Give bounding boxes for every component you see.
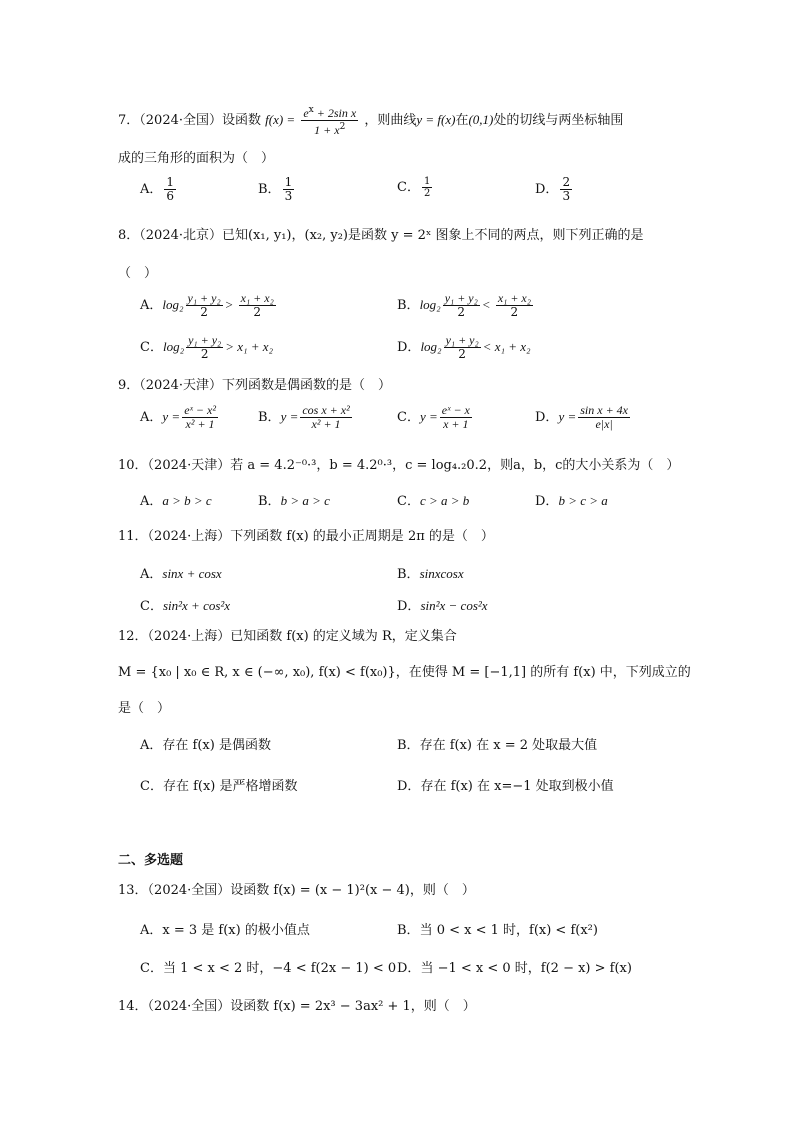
q7-option-c: C． $\frac{1}{2}$ xyxy=(397,176,431,199)
q12-option-a: A．存在 f(x) 是偶函数 xyxy=(140,738,271,753)
q7-option-d: D． $\frac{2}{3}$ xyxy=(535,175,571,203)
q9-option-a: A．y = $\frac{\text{eˣ − x²}}{\text{x² + 1}}$ xyxy=(140,403,216,431)
question-12-line1: 12．（2024·上海）已知函数 f(x) 的定义域为 R，定义集合 xyxy=(118,629,457,644)
q7-option-b: B． $\frac{1}{3}$ xyxy=(258,175,293,203)
question-13-line1: 13．（2024·全国）设函数 f(x) = (x − 1)²(x − 4)，则（ ） xyxy=(118,883,475,898)
q13-option-a: A．x = 3 是 f(x) 的极小值点 xyxy=(140,923,310,938)
q12-option-c: C．存在 f(x) 是严格增函数 xyxy=(140,779,298,794)
q10-option-b: B．b > a > c xyxy=(258,493,330,509)
question-8-line1: 8．（2024·北京）已知(x₁, y₁)，(x₂, y₂)是函数 y = 2ˣ 图象上不同的两点，则下列正确的是 xyxy=(118,228,644,243)
q13-option-d: D．当 −1 < x < 0 时，f(2 − x) > f(x) xyxy=(397,961,632,976)
q11-option-b: B．sinxcosx xyxy=(397,566,464,582)
q11-option-c: C．sin²x + cos²x xyxy=(140,598,231,614)
question-7-line2: 成的三角形的面积为（ ） xyxy=(118,151,275,166)
q8-option-b: B．log₂ $\frac{\text{y₁ + y₂}}{2}$ < $\frac{\text{x₁ + x₂}}{2}$ xyxy=(397,291,531,319)
q11-option-a: A．sinx + cosx xyxy=(140,566,222,582)
q10-option-c: C．c > a > b xyxy=(397,493,470,509)
q9-option-c: C．y = $\frac{\text{eˣ − x}}{x + 1}$ xyxy=(397,403,470,431)
q9-option-b: B．y = $\frac{\text{cos x + x²}}{\text{x² + 1}}$ xyxy=(258,403,350,431)
q7-fraction: $\frac{e^x + 2\sin x}{1 + x^2}$ xyxy=(303,105,357,137)
q12-option-d: D．存在 f(x) 在 x=−1 处取到极小值 xyxy=(397,779,614,794)
q12-option-b: B．存在 f(x) 在 x = 2 处取最大值 xyxy=(397,738,598,753)
question-10-line1: 10．（2024·天津）若 a = 4.2⁻⁰·³，b = 4.2⁰·³，c = log₄.₂0.2，则a，b，c的大小关系为（ ） xyxy=(118,458,680,473)
question-7-line1: 7．（2024·全国）设函数 f(x) = $\frac{e^x + 2\sin x}{1 + x^2}$ ，则曲线y = f(x)在(0,1)处的切线与两坐标轴围 xyxy=(118,105,624,137)
section-title: 二、多选题 xyxy=(118,853,184,868)
q13-option-c: C．当 1 < x < 2 时，−4 < f(2x − 1) < 0 xyxy=(140,961,397,976)
question-11-line1: 11．（2024·上海）下列函数 f(x) 的最小正周期是 2π 的是（ ） xyxy=(118,529,494,544)
q10-option-a: A．a > b > c xyxy=(140,493,212,509)
question-12-line2: M = {x₀ | x₀ ∈ R, x ∈ (−∞, x₀), f(x) < f(x₀)}，在使得 M = [−1,1] 的所有 f(x) 中，下列成立的 xyxy=(118,665,691,680)
q8-option-d: D．log₂ $\frac{\text{y₁ + y₂}}{2}$ < x₁ + x₂ xyxy=(397,333,531,361)
q8-option-c: C．log₂ $\frac{\text{y₁ + y₂}}{2}$ > x₁ + x₂ xyxy=(140,333,274,361)
question-12-line3: 是（ ） xyxy=(118,701,171,716)
q9-option-d: D．y = $\frac{\text{sin x + 4x}}{e|x|}$ xyxy=(535,403,628,431)
q7-option-a: A． $\frac{1}{6}$ xyxy=(140,175,175,203)
q11-option-d: D．sin²x − cos²x xyxy=(397,598,488,614)
question-9-line1: 9．（2024·天津）下列函数是偶函数的是（ ） xyxy=(118,378,391,393)
q8-option-a: A．log₂ $\frac{\text{y₁ + y₂}}{2}$ > $\frac{\text{x₁ + x₂}}{2}$ xyxy=(140,291,274,319)
q13-option-b: B．当 0 < x < 1 时，f(x) < f(x²) xyxy=(397,923,598,938)
question-14-line1: 14．（2024·全国）设函数 f(x) = 2x³ − 3ax² + 1，则（ ） xyxy=(118,999,476,1014)
q10-option-d: D．b > c > a xyxy=(535,493,608,509)
question-8-line2: （ ） xyxy=(118,266,158,281)
